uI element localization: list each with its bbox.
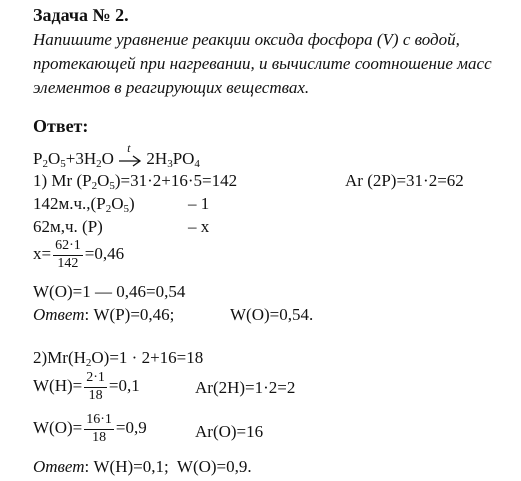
task-title: Задача № 2. xyxy=(33,5,129,25)
atomic-mass-o: Ar(O)=16 xyxy=(195,422,264,441)
heating-label: t xyxy=(127,141,131,156)
w-oxygen-line: W(O)=1 — 0,46=0,54 xyxy=(33,282,186,301)
task-statement-line-2: протекающей при нагревании, и вычислите соотношение масс xyxy=(33,54,492,73)
w-oxygen-calculation: W(O)= $\frac{16\cdot 1}{18}$ =0,9 xyxy=(33,412,147,445)
molar-mass-h2o: $2)Mr(H_2O)=1 \cdot 2+16=18$ xyxy=(33,348,204,369)
atomic-mass-2h: Ar(2H)=1·2=2 xyxy=(195,378,296,397)
molar-mass-p2o5: 1) Mr $(P_2O_5)=31\cdot 2+16\cdot 5=142$ xyxy=(33,171,238,192)
answer-line-1: Ответ: W(P)=0,46; xyxy=(33,305,175,324)
fraction: $\frac{62\cdot 1}{142}$ xyxy=(55,238,81,271)
x-calculation: x= $\frac{62\cdot 1}{142}$ =0,46 xyxy=(33,238,125,271)
arrow-right-icon xyxy=(118,152,142,168)
fraction: $\frac{2\cdot 1}{18}$ xyxy=(86,370,105,403)
answer-line-2: Ответ: W(H)=0,1; W(O)=0,9. xyxy=(33,457,252,476)
answer-heading: Ответ: xyxy=(33,116,89,136)
proportion-value-2: – x xyxy=(188,217,210,236)
reaction-arrow xyxy=(118,141,142,168)
reaction-equation: $P_2O_5+3H_2O$ t $2H_3PO_4$ xyxy=(33,141,200,170)
proportion-value-1: – 1 xyxy=(188,194,210,213)
w-hydrogen-calculation: W(H)= $\frac{2\cdot 1}{18}$ =0,1 xyxy=(33,370,140,403)
atomic-mass-2p: Ar (2P)=31·2=62 xyxy=(345,171,464,190)
task-statement-line-1: Напишите уравнение реакции оксида фосфора (V) с водой, xyxy=(33,30,460,49)
fraction: $\frac{16\cdot 1}{18}$ xyxy=(86,412,112,445)
answer-line-1-second: W(O)=0,54. xyxy=(230,305,314,324)
proportion-line-2: 62м,ч. (P) xyxy=(33,217,103,236)
task-statement-line-3: элементов в реагирующих веществах. xyxy=(33,78,310,97)
proportion-line-1: $142м.ч.,(P_2O_5)$ xyxy=(33,194,135,215)
